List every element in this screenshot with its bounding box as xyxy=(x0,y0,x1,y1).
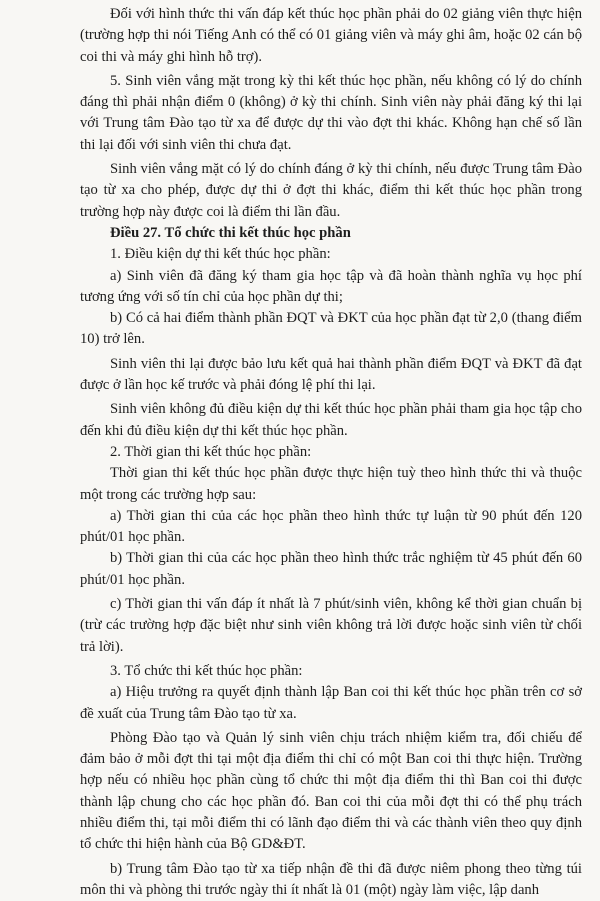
paragraph-absence-rule: 5. Sinh viên vắng mặt trong kỳ thi kết thúc học phần, nếu không có lý do chính đáng thì phải nhận điểm 0 (không) ở kỳ thi chính. Sinh viên này phải đăng ký thi lại với Trung tâm Đào tạo từ xa để được dự thi vào đợt thi khác. Không hạn chế số lần thi lại đối với sinh viên thi chưa đạt. xyxy=(80,72,582,153)
section-1-title: 1. Điều kiện dự thi kết thúc học phần: xyxy=(110,246,331,263)
time-rule-a: a) Thời gian thi của các học phần theo hình thức tự luận từ 90 phút đến 120 phút/01 học phần. xyxy=(80,507,582,546)
time-rule-b: b) Thời gian thi của các học phần theo hình thức trắc nghiệm từ 45 phút đến 60 phút/01 học phần. xyxy=(80,550,582,588)
time-rule-c: c) Thời gian thi vấn đáp ít nhất là 7 phút/sinh viên, không kể thời gian chuẩn bị (trừ các trường hợp đặc biệt như sinh viên không trả lời được hoặc sinh viên từ chối trả lời). xyxy=(80,596,582,655)
paragraph-exam-time-intro: Thời gian thi kết thúc học phần được thực hiện tuỳ theo hình thức thi và thuộc một trong các trường hợp sau: xyxy=(80,465,582,503)
organization-rule-a: a) Hiệu trưởng ra quyết định thành lập Ban coi thi kết thúc học phần trên cơ sở đề xuất của Trung tâm Đào tạo từ xa. xyxy=(80,684,582,722)
condition-b: b) Có cả hai điểm thành phần ĐQT và ĐKT của học phần đạt từ 2,0 (thang điểm 10) trở lên. xyxy=(80,310,582,348)
condition-a: a) Sinh viên đã đăng ký tham gia học tập và đã hoàn thành nghĩa vụ học phí tương ứng với số tín chỉ của học phần dự thi; xyxy=(80,267,582,305)
paragraph-retake-scores: Sinh viên thi lại được bảo lưu kết quả hai thành phần điểm ĐQT và ĐKT đã đạt được ở lần học kế trước và phải đóng lệ phí thi lại. xyxy=(80,355,582,394)
section-2-title: 2. Thời gian thi kết thúc học phần: xyxy=(110,443,312,460)
paragraph-oral-exam: Đối với hình thức thi vấn đáp kết thúc học phần phải do 02 giảng viên thực hiện (trường hợp thi nói Tiếng Anh có thể có 01 giảng viên và máy ghi âm, hoặc 02 cán bộ coi thi và máy ghi hình hỗ trợ). xyxy=(80,6,582,65)
paragraph-ineligible: Sinh viên không đủ điều kiện dự thi kết thúc học phần phải tham gia học tập cho đến khi đủ điều kiện dự thi kết thúc học phần. xyxy=(80,401,582,439)
paragraph-excused-absence: Sinh viên vắng mặt có lý do chính đáng ở kỳ thi chính, nếu được Trung tâm Đào tạo từ xa cho phép, được dự thi ở đợt thi khác, điểm thi kết thúc học phần trong trường hợp này được coi là điểm thi lần đầu. xyxy=(80,161,582,220)
section-3-title: 3. Tổ chức thi kết thúc học phần: xyxy=(110,662,303,679)
article-27-heading: Điều 27. Tổ chức thi kết thúc học phần xyxy=(110,224,351,241)
organization-rule-b: b) Trung tâm Đào tạo từ xa tiếp nhận đề thi đã được niêm phong theo từng túi môn thi và phòng thi trước ngày thi ít nhất là 01 (một) ngày làm việc, lập danh xyxy=(80,860,582,898)
paragraph-exam-board: Phòng Đào tạo và Quản lý sinh viên chịu trách nhiệm kiểm tra, đối chiếu để đảm bảo ở mỗi đợt thi tại một địa điểm thi chỉ có một Ban coi thi thực hiện. Trường hợp nếu có nhiều học phần cùng tổ chức thi một địa điểm thi thì Ban coi thi được thành lập chung cho các học phần đó. Ban coi thi của mỗi đợt thi có thể phụ trách nhiều điểm thi, tại mỗi điểm thi có lãnh đạo điểm thi và các thành viên theo quy định tổ chức thi hiện hành của Bộ GD&ĐT. xyxy=(80,729,582,853)
